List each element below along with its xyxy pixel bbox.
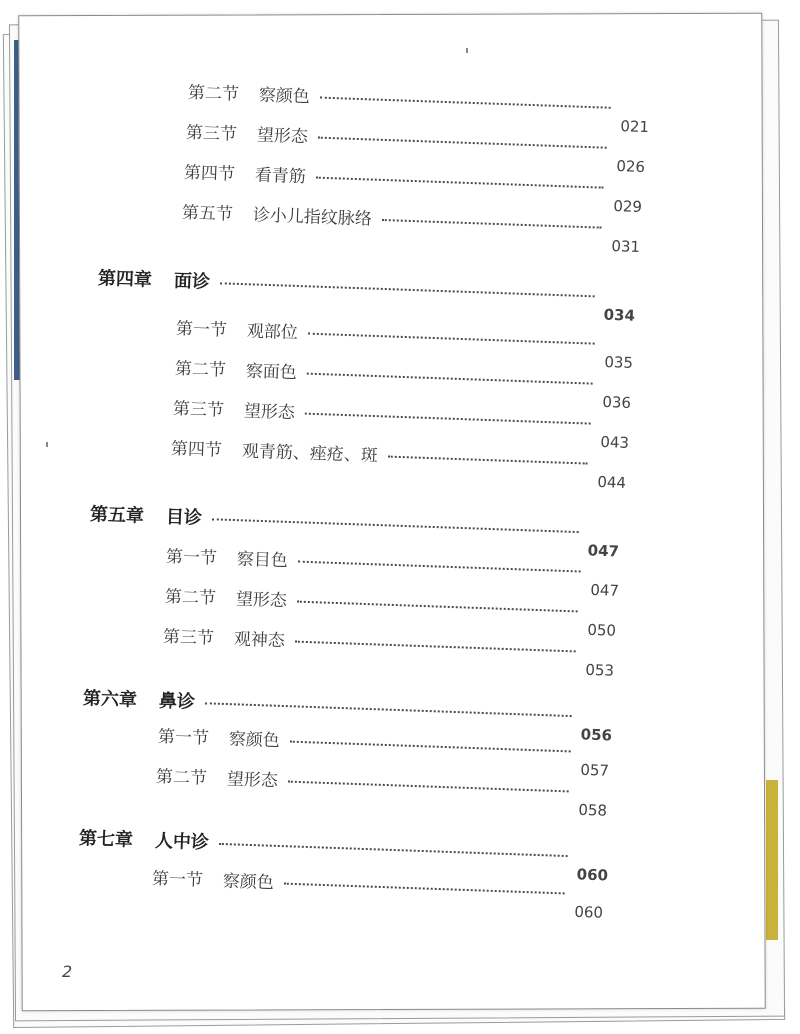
toc-chapter-page: 056 [580,725,613,745]
dot-leader [307,373,593,385]
toc-entry-title: 诊小儿指纹脉络 [252,205,373,230]
toc-entry-title: 观青筋、痤疮、斑 [241,441,379,467]
dot-leader [320,97,611,109]
toc-entry-number: 第二节 [155,767,208,789]
toc-entry-page: 050 [587,620,617,640]
toc-chapter-number: 第五章 [89,504,145,527]
dot-leader [316,177,604,189]
toc-entry-page: 021 [620,117,650,137]
toc-entry-title: 望形态 [243,401,296,424]
toc-entry-number: 第四节 [183,163,236,185]
toc-entry-number: 第四节 [170,439,223,461]
toc-entry-number: 第二节 [164,587,217,609]
toc-entry-number: 第三节 [162,627,215,649]
toc-chapter-title: 人中诊 [154,830,210,854]
toc-entry-page: 036 [602,392,632,412]
toc-entry [162,622,616,680]
toc-chapter-number: 第四章 [97,268,153,291]
dot-leader [297,601,578,613]
dot-leader [308,333,595,345]
dot-leader [290,741,571,753]
toc-chapter-page: 060 [576,865,609,885]
toc-entry-title: 观部位 [246,321,299,344]
toc-entry-page: 044 [597,472,627,492]
toc-entry-title: 察目色 [236,549,289,572]
toc-entry-number: 第一节 [165,547,218,569]
dot-leader [298,561,581,573]
toc-entry [170,434,628,492]
toc-entry-page: 026 [616,157,646,177]
print-speck [46,442,48,447]
toc-entry [181,198,642,257]
toc-entry-title: 望形态 [235,589,288,612]
toc-entry-page: 035 [604,352,634,372]
toc-chapter-number: 第七章 [78,828,134,851]
dot-leader [295,641,576,653]
toc-chapter-number: 第六章 [82,688,138,711]
toc-chapter-title: 目诊 [165,506,203,529]
toc-entry-number: 第二节 [187,83,240,105]
toc-entry-page: 057 [580,760,610,780]
toc-entry-number: 第二节 [174,359,227,381]
toc-entry-number: 第三节 [172,399,225,421]
dot-leader [388,456,588,465]
dot-leader [288,781,569,793]
toc-chapter-title: 面诊 [173,270,211,293]
toc-entry-title: 观神态 [233,629,286,652]
toc-entry-title: 察颜色 [228,729,281,752]
dot-leader [212,518,579,533]
toc-chapter-title: 鼻诊 [158,690,196,713]
toc-entry-title: 望形态 [226,769,279,792]
toc-entry-page: 031 [611,237,641,257]
toc-entry-page: 053 [585,660,615,680]
toc-entry-page: 043 [600,432,630,452]
dot-leader [220,282,595,297]
toc-entry-title: 望形态 [256,125,309,148]
dot-leader [305,413,591,425]
toc-entry [151,864,605,922]
toc-entry-number: 第一节 [157,727,210,749]
dot-leader [219,843,568,857]
toc-chapter [97,264,637,325]
print-speck [466,48,468,53]
toc-entry-title: 察面色 [245,361,298,384]
toc-entry-number: 第五节 [181,203,234,225]
toc-entry-title: 察颜色 [222,871,275,894]
toc-entry-title: 察颜色 [258,85,311,108]
page-number: 2 [62,962,73,981]
dot-leader [284,883,565,895]
dot-leader [382,219,602,229]
toc-entry [155,762,609,820]
toc-entry-number: 第一节 [151,869,204,891]
toc-chapter-page: 047 [587,541,620,561]
toc-chapter-page: 034 [603,305,636,325]
toc-entry-title: 看青筋 [254,165,307,188]
toc-entry-page: 047 [590,580,620,600]
toc-entry-page: 058 [578,800,608,820]
dot-leader [205,702,572,717]
toc-entry-page: 029 [613,197,643,217]
toc-entry-page: 060 [574,902,604,922]
dot-leader [318,137,607,149]
toc-entry-number: 第一节 [175,319,228,341]
toc-entry-number: 第三节 [185,123,238,145]
